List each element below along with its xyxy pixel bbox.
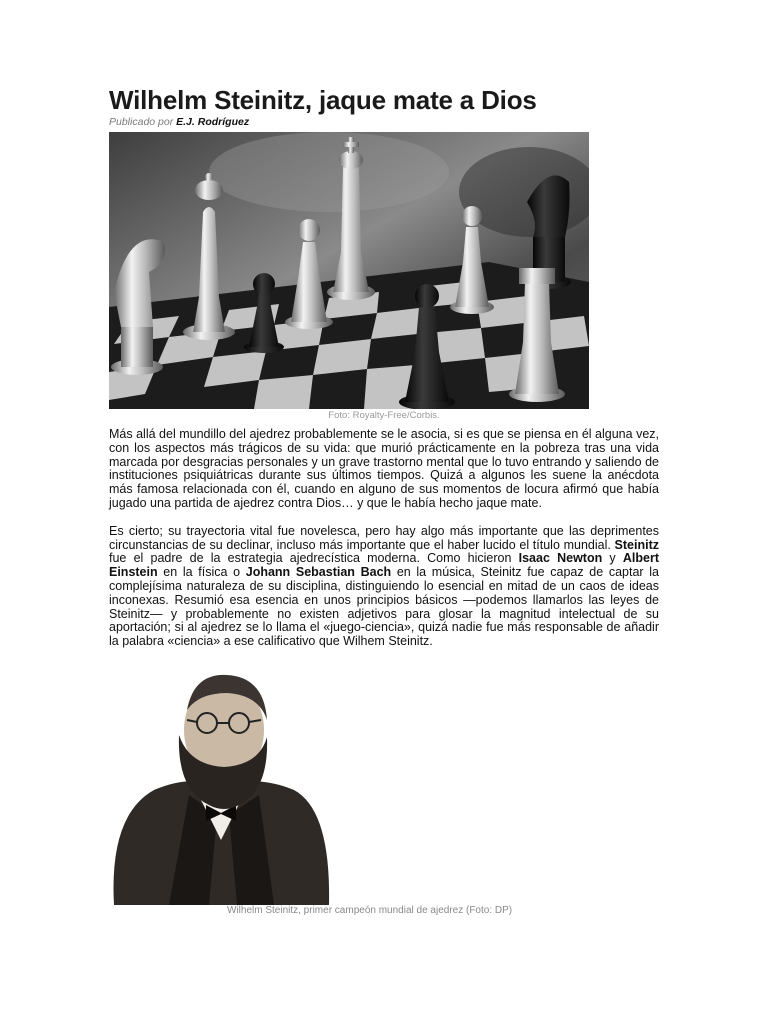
portrait-illustration bbox=[109, 665, 334, 905]
p2-text-2: fue el padre de la estrategia ajedrecística moderna. Como hicieron bbox=[109, 551, 519, 566]
p2-text-5: en la música, Steinitz fue capaz de captar la complejísima naturaleza de su disciplina, distinguiendo lo esencial en mitad de un caos de ideas inconexas. Resumió esa esencia en unos principios básicos —podemos llamarlos las leyes de Steinitz— y probablemente no existen adjetivos para glosar la magnitud intelectual de su aportación; si al ajedrez se lo llama el «juego-ciencia», quizá nadie fue más responsable de añadir la palabra «ciencia» a ese calificativo que Wilhem Steinitz. bbox=[109, 565, 659, 649]
chess-photo bbox=[109, 132, 589, 409]
p2-text-1: Es cierto; su trayectoria vital fue novelesca, pero hay algo más importante que las deprimentes circunstancias de su declinar, incluso más importante que el haber lucido el título mundial. bbox=[109, 523, 659, 552]
byline-prefix: Publicado por bbox=[109, 116, 174, 128]
chess-illustration bbox=[109, 132, 589, 409]
photo-caption: Foto: Royalty-Free/Corbis. bbox=[328, 410, 440, 421]
paragraph-legacy bbox=[109, 525, 659, 649]
bold-steinitz: Steinitz bbox=[614, 537, 659, 552]
bold-einstein: Albert Einstein bbox=[109, 551, 659, 580]
paragraph-intro: Más allá del mundillo del ajedrez probablemente se le asocia, si es que se piensa en él alguna vez, con los aspectos más trágicos de su vida: que murió prácticamente en la pobreza tras una vida marcada por desgracias personales y un grave trastorno mental que lo tuvo entrando y saliendo de instituciones psiquiátricas durante sus últimos tiempos. Quizá a algunos les suene la anécdota más famosa relacionada con él, cuando en alguno de sus momentos de locura afirmó que había jugado una partida de ajedrez contra Dios… y que le había hecho jaque mate. bbox=[109, 427, 659, 510]
page-title: Wilhelm Steinitz, jaque mate a Dios bbox=[109, 85, 537, 115]
byline bbox=[109, 116, 659, 128]
portrait-image bbox=[109, 665, 334, 905]
author-name: E.J. Rodríguez bbox=[176, 116, 250, 128]
bold-bach: Johann Sebastian Bach bbox=[245, 565, 392, 580]
p2-text-4: en la física o bbox=[157, 565, 246, 580]
p2-text-3: y bbox=[602, 551, 623, 566]
bold-newton: Isaac Newton bbox=[518, 551, 603, 566]
article bbox=[109, 84, 659, 917]
portrait-caption: Wilhelm Steinitz, primer campeón mundial de ajedrez (Foto: DP) bbox=[227, 904, 513, 916]
